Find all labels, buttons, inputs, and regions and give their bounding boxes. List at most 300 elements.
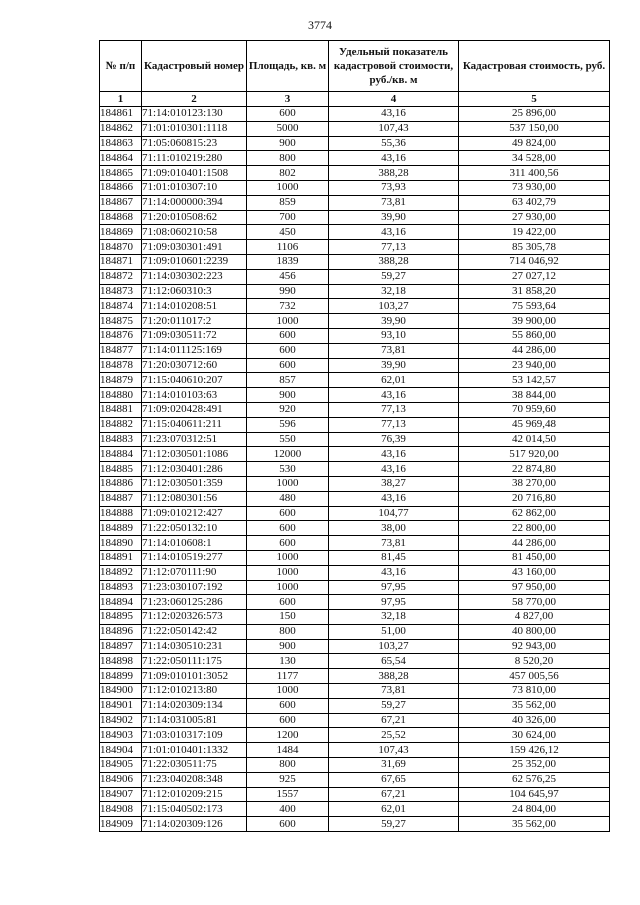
area-cell: 859 bbox=[247, 195, 329, 210]
table-row bbox=[100, 180, 610, 195]
cadastral-cost-cell: 517 920,00 bbox=[459, 447, 610, 462]
area-cell: 1000 bbox=[247, 580, 329, 595]
row-number-cell: 184895 bbox=[100, 610, 142, 625]
area-cell: 800 bbox=[247, 151, 329, 166]
area-cell: 600 bbox=[247, 358, 329, 373]
area-cell: 1106 bbox=[247, 240, 329, 255]
cadastral-cost-cell: 4 827,00 bbox=[459, 610, 610, 625]
area-cell: 900 bbox=[247, 136, 329, 151]
cadastral-number-cell: 71:14:031005:81 bbox=[142, 713, 247, 728]
area-cell: 857 bbox=[247, 373, 329, 388]
cadastral-cost-cell: 35 562,00 bbox=[459, 698, 610, 713]
area-cell: 1000 bbox=[247, 550, 329, 565]
specific-value-cell: 39,90 bbox=[329, 314, 459, 329]
cadastral-cost-cell: 35 562,00 bbox=[459, 817, 610, 832]
cadastral-number-cell: 71:22:030511:75 bbox=[142, 758, 247, 773]
area-cell: 600 bbox=[247, 698, 329, 713]
specific-value-cell: 104,77 bbox=[329, 506, 459, 521]
specific-value-cell: 43,16 bbox=[329, 225, 459, 240]
cadastral-number-cell: 71:03:010317:109 bbox=[142, 728, 247, 743]
area-cell: 150 bbox=[247, 610, 329, 625]
area-cell: 900 bbox=[247, 388, 329, 403]
area-cell: 12000 bbox=[247, 447, 329, 462]
table-row bbox=[100, 624, 610, 639]
table-row bbox=[100, 166, 610, 181]
cadastral-number-cell: 71:09:030301:491 bbox=[142, 240, 247, 255]
cadastral-number-cell: 71:14:020309:126 bbox=[142, 817, 247, 832]
specific-value-cell: 59,27 bbox=[329, 817, 459, 832]
specific-value-cell: 67,65 bbox=[329, 772, 459, 787]
cadastral-cost-cell: 42 014,50 bbox=[459, 432, 610, 447]
cadastral-cost-cell: 45 969,48 bbox=[459, 417, 610, 432]
row-number-cell: 184862 bbox=[100, 121, 142, 136]
table-row bbox=[100, 358, 610, 373]
cadastral-number-cell: 71:23:060125:286 bbox=[142, 595, 247, 610]
table-row bbox=[100, 580, 610, 595]
table-row bbox=[100, 669, 610, 684]
area-cell: 600 bbox=[247, 506, 329, 521]
table-row bbox=[100, 565, 610, 580]
row-number-cell: 184870 bbox=[100, 240, 142, 255]
area-cell: 450 bbox=[247, 225, 329, 240]
cadastral-number-cell: 71:12:020326:573 bbox=[142, 610, 247, 625]
row-number-cell: 184901 bbox=[100, 698, 142, 713]
cadastral-cost-cell: 22 800,00 bbox=[459, 521, 610, 536]
specific-value-cell: 73,93 bbox=[329, 180, 459, 195]
area-cell: 400 bbox=[247, 802, 329, 817]
table-row bbox=[100, 343, 610, 358]
cadastral-number-cell: 71:14:010208:51 bbox=[142, 299, 247, 314]
row-number-cell: 184900 bbox=[100, 684, 142, 699]
specific-value-cell: 103,27 bbox=[329, 639, 459, 654]
cadastral-number-cell: 71:09:020428:491 bbox=[142, 402, 247, 417]
row-number-cell: 184877 bbox=[100, 343, 142, 358]
column-number: 4 bbox=[329, 92, 459, 107]
column-number: 2 bbox=[142, 92, 247, 107]
row-number-cell: 184868 bbox=[100, 210, 142, 225]
cadastral-number-cell: 71:22:050132:10 bbox=[142, 521, 247, 536]
specific-value-cell: 388,28 bbox=[329, 254, 459, 269]
row-number-cell: 184866 bbox=[100, 180, 142, 195]
cadastral-cost-cell: 43 160,00 bbox=[459, 565, 610, 580]
table-row bbox=[100, 462, 610, 477]
cadastral-cost-cell: 92 943,00 bbox=[459, 639, 610, 654]
specific-value-cell: 43,16 bbox=[329, 388, 459, 403]
table-row bbox=[100, 299, 610, 314]
row-number-cell: 184885 bbox=[100, 462, 142, 477]
specific-value-cell: 32,18 bbox=[329, 610, 459, 625]
cadastral-number-cell: 71:20:010508:62 bbox=[142, 210, 247, 225]
cadastral-number-cell: 71:01:010307:10 bbox=[142, 180, 247, 195]
cadastral-cost-cell: 22 874,80 bbox=[459, 462, 610, 477]
cadastral-cost-cell: 85 305,78 bbox=[459, 240, 610, 255]
specific-value-cell: 38,00 bbox=[329, 521, 459, 536]
column-number: 1 bbox=[100, 92, 142, 107]
cadastral-cost-cell: 23 940,00 bbox=[459, 358, 610, 373]
area-cell: 600 bbox=[247, 595, 329, 610]
specific-value-cell: 43,16 bbox=[329, 565, 459, 580]
row-number-cell: 184876 bbox=[100, 328, 142, 343]
specific-value-cell: 73,81 bbox=[329, 536, 459, 551]
table-row bbox=[100, 432, 610, 447]
cadastral-number-cell: 71:12:070111:90 bbox=[142, 565, 247, 580]
area-cell: 1839 bbox=[247, 254, 329, 269]
specific-value-cell: 43,16 bbox=[329, 107, 459, 122]
area-cell: 925 bbox=[247, 772, 329, 787]
header-cadastral-cost: Кадастровая стоимость, руб. bbox=[459, 41, 610, 92]
cadastral-cost-cell: 40 326,00 bbox=[459, 713, 610, 728]
cadastral-cost-cell: 73 930,00 bbox=[459, 180, 610, 195]
specific-value-cell: 67,21 bbox=[329, 713, 459, 728]
row-number-cell: 184871 bbox=[100, 254, 142, 269]
row-number-cell: 184893 bbox=[100, 580, 142, 595]
area-cell: 802 bbox=[247, 166, 329, 181]
specific-value-cell: 67,21 bbox=[329, 787, 459, 802]
row-number-cell: 184891 bbox=[100, 550, 142, 565]
row-number-cell: 184889 bbox=[100, 521, 142, 536]
table-row bbox=[100, 536, 610, 551]
specific-value-cell: 93,10 bbox=[329, 328, 459, 343]
table-body bbox=[100, 107, 610, 832]
area-cell: 600 bbox=[247, 343, 329, 358]
specific-value-cell: 31,69 bbox=[329, 758, 459, 773]
column-number-row bbox=[100, 92, 610, 107]
area-cell: 456 bbox=[247, 269, 329, 284]
table-row bbox=[100, 195, 610, 210]
specific-value-cell: 62,01 bbox=[329, 373, 459, 388]
cadastral-number-cell: 71:12:030401:286 bbox=[142, 462, 247, 477]
cadastral-number-cell: 71:14:011125:169 bbox=[142, 343, 247, 358]
cadastral-number-cell: 71:15:040502:173 bbox=[142, 802, 247, 817]
cadastral-cost-cell: 25 352,00 bbox=[459, 758, 610, 773]
specific-value-cell: 43,16 bbox=[329, 491, 459, 506]
row-number-cell: 184863 bbox=[100, 136, 142, 151]
row-number-cell: 184883 bbox=[100, 432, 142, 447]
specific-value-cell: 388,28 bbox=[329, 669, 459, 684]
table-row bbox=[100, 151, 610, 166]
cadastral-number-cell: 71:09:030511:72 bbox=[142, 328, 247, 343]
area-cell: 1200 bbox=[247, 728, 329, 743]
area-cell: 600 bbox=[247, 713, 329, 728]
area-cell: 550 bbox=[247, 432, 329, 447]
cadastral-cost-cell: 81 450,00 bbox=[459, 550, 610, 565]
table-row bbox=[100, 240, 610, 255]
table-row bbox=[100, 758, 610, 773]
specific-value-cell: 62,01 bbox=[329, 802, 459, 817]
area-cell: 480 bbox=[247, 491, 329, 506]
cadastral-cost-cell: 537 150,00 bbox=[459, 121, 610, 136]
specific-value-cell: 59,27 bbox=[329, 269, 459, 284]
table-row bbox=[100, 328, 610, 343]
cadastral-cost-cell: 34 528,00 bbox=[459, 151, 610, 166]
table-row bbox=[100, 684, 610, 699]
table-row bbox=[100, 388, 610, 403]
area-cell: 1000 bbox=[247, 684, 329, 699]
row-number-cell: 184906 bbox=[100, 772, 142, 787]
cadastral-number-cell: 71:12:060310:3 bbox=[142, 284, 247, 299]
specific-value-cell: 73,81 bbox=[329, 684, 459, 699]
row-number-cell: 184887 bbox=[100, 491, 142, 506]
cadastral-number-cell: 71:14:030510:231 bbox=[142, 639, 247, 654]
cadastral-cost-cell: 27 027,12 bbox=[459, 269, 610, 284]
cadastral-number-cell: 71:14:010519:277 bbox=[142, 550, 247, 565]
cadastral-cost-cell: 63 402,79 bbox=[459, 195, 610, 210]
specific-value-cell: 97,95 bbox=[329, 595, 459, 610]
cadastral-cost-cell: 19 422,00 bbox=[459, 225, 610, 240]
cadastral-cost-cell: 70 959,60 bbox=[459, 402, 610, 417]
row-number-cell: 184867 bbox=[100, 195, 142, 210]
specific-value-cell: 103,27 bbox=[329, 299, 459, 314]
cadastral-cost-cell: 55 860,00 bbox=[459, 328, 610, 343]
cadastral-number-cell: 71:12:080301:56 bbox=[142, 491, 247, 506]
cadastral-cost-cell: 53 142,57 bbox=[459, 373, 610, 388]
header-cadastral-number: Кадастровый номер bbox=[142, 41, 247, 92]
cadastral-number-cell: 71:09:010401:1508 bbox=[142, 166, 247, 181]
cadastral-cost-cell: 20 716,80 bbox=[459, 491, 610, 506]
table-header-row bbox=[100, 41, 610, 92]
table-row bbox=[100, 373, 610, 388]
row-number-cell: 184898 bbox=[100, 654, 142, 669]
area-cell: 1557 bbox=[247, 787, 329, 802]
cadastral-number-cell: 71:20:011017:2 bbox=[142, 314, 247, 329]
cadastral-cost-cell: 30 624,00 bbox=[459, 728, 610, 743]
cadastral-number-cell: 71:23:070312:51 bbox=[142, 432, 247, 447]
area-cell: 1000 bbox=[247, 314, 329, 329]
specific-value-cell: 25,52 bbox=[329, 728, 459, 743]
specific-value-cell: 65,54 bbox=[329, 654, 459, 669]
specific-value-cell: 55,36 bbox=[329, 136, 459, 151]
table-row bbox=[100, 254, 610, 269]
cadastral-cost-cell: 104 645,97 bbox=[459, 787, 610, 802]
area-cell: 800 bbox=[247, 758, 329, 773]
specific-value-cell: 76,39 bbox=[329, 432, 459, 447]
specific-value-cell: 388,28 bbox=[329, 166, 459, 181]
specific-value-cell: 51,00 bbox=[329, 624, 459, 639]
specific-value-cell: 32,18 bbox=[329, 284, 459, 299]
area-cell: 920 bbox=[247, 402, 329, 417]
area-cell: 700 bbox=[247, 210, 329, 225]
table-row bbox=[100, 225, 610, 240]
area-cell: 5000 bbox=[247, 121, 329, 136]
cadastral-cost-cell: 49 824,00 bbox=[459, 136, 610, 151]
table-row bbox=[100, 787, 610, 802]
area-cell: 1000 bbox=[247, 565, 329, 580]
cadastral-number-cell: 71:15:040611:211 bbox=[142, 417, 247, 432]
row-number-cell: 184878 bbox=[100, 358, 142, 373]
header-row-number: № п/п bbox=[100, 41, 142, 92]
specific-value-cell: 81,45 bbox=[329, 550, 459, 565]
area-cell: 600 bbox=[247, 536, 329, 551]
table-row bbox=[100, 595, 610, 610]
area-cell: 1000 bbox=[247, 180, 329, 195]
row-number-cell: 184879 bbox=[100, 373, 142, 388]
cadastral-number-cell: 71:09:010101:3052 bbox=[142, 669, 247, 684]
row-number-cell: 184909 bbox=[100, 817, 142, 832]
row-number-cell: 184886 bbox=[100, 476, 142, 491]
cadastral-cost-cell: 73 810,00 bbox=[459, 684, 610, 699]
cadastral-number-cell: 71:22:050111:175 bbox=[142, 654, 247, 669]
specific-value-cell: 77,13 bbox=[329, 240, 459, 255]
column-number: 3 bbox=[247, 92, 329, 107]
table-row bbox=[100, 698, 610, 713]
specific-value-cell: 77,13 bbox=[329, 417, 459, 432]
cadastral-cost-cell: 62 862,00 bbox=[459, 506, 610, 521]
cadastral-cost-cell: 75 593,64 bbox=[459, 299, 610, 314]
area-cell: 600 bbox=[247, 328, 329, 343]
specific-value-cell: 59,27 bbox=[329, 698, 459, 713]
table-row bbox=[100, 314, 610, 329]
area-cell: 800 bbox=[247, 624, 329, 639]
row-number-cell: 184874 bbox=[100, 299, 142, 314]
cadastral-number-cell: 71:09:010601:2239 bbox=[142, 254, 247, 269]
cadastral-number-cell: 71:09:010212:427 bbox=[142, 506, 247, 521]
cadastral-cost-cell: 44 286,00 bbox=[459, 536, 610, 551]
cadastral-cost-cell: 27 930,00 bbox=[459, 210, 610, 225]
specific-value-cell: 38,27 bbox=[329, 476, 459, 491]
cadastral-cost-cell: 457 005,56 bbox=[459, 669, 610, 684]
specific-value-cell: 73,81 bbox=[329, 343, 459, 358]
row-number-cell: 184904 bbox=[100, 743, 142, 758]
table-row bbox=[100, 521, 610, 536]
cadastral-number-cell: 71:22:050142:42 bbox=[142, 624, 247, 639]
area-cell: 530 bbox=[247, 462, 329, 477]
specific-value-cell: 77,13 bbox=[329, 402, 459, 417]
cadastral-number-cell: 71:12:030501:359 bbox=[142, 476, 247, 491]
cadastral-cost-cell: 714 046,92 bbox=[459, 254, 610, 269]
area-cell: 990 bbox=[247, 284, 329, 299]
cadastral-cost-cell: 24 804,00 bbox=[459, 802, 610, 817]
specific-value-cell: 43,16 bbox=[329, 462, 459, 477]
row-number-cell: 184892 bbox=[100, 565, 142, 580]
header-area: Площадь, кв. м bbox=[247, 41, 329, 92]
cadastral-number-cell: 71:01:010301:1118 bbox=[142, 121, 247, 136]
table-row bbox=[100, 639, 610, 654]
table-row bbox=[100, 610, 610, 625]
cadastral-cost-cell: 311 400,56 bbox=[459, 166, 610, 181]
row-number-cell: 184890 bbox=[100, 536, 142, 551]
table-row bbox=[100, 550, 610, 565]
cadastral-cost-cell: 8 520,20 bbox=[459, 654, 610, 669]
row-number-cell: 184869 bbox=[100, 225, 142, 240]
row-number-cell: 184888 bbox=[100, 506, 142, 521]
row-number-cell: 184881 bbox=[100, 402, 142, 417]
row-number-cell: 184864 bbox=[100, 151, 142, 166]
specific-value-cell: 43,16 bbox=[329, 447, 459, 462]
cadastral-number-cell: 71:14:020309:134 bbox=[142, 698, 247, 713]
table-row bbox=[100, 210, 610, 225]
table-row bbox=[100, 713, 610, 728]
row-number-cell: 184884 bbox=[100, 447, 142, 462]
row-number-cell: 184902 bbox=[100, 713, 142, 728]
specific-value-cell: 97,95 bbox=[329, 580, 459, 595]
table-row bbox=[100, 728, 610, 743]
cadastral-number-cell: 71:08:060210:58 bbox=[142, 225, 247, 240]
cadastral-cost-cell: 38 844,00 bbox=[459, 388, 610, 403]
table-row bbox=[100, 269, 610, 284]
cadastral-cost-cell: 40 800,00 bbox=[459, 624, 610, 639]
row-number-cell: 184907 bbox=[100, 787, 142, 802]
cadastral-number-cell: 71:01:010401:1332 bbox=[142, 743, 247, 758]
cadastral-cost-cell: 62 576,25 bbox=[459, 772, 610, 787]
area-cell: 600 bbox=[247, 107, 329, 122]
cadastral-cost-cell: 97 950,00 bbox=[459, 580, 610, 595]
specific-value-cell: 39,90 bbox=[329, 358, 459, 373]
table-row bbox=[100, 417, 610, 432]
cadastral-number-cell: 71:14:000000:394 bbox=[142, 195, 247, 210]
cadastral-number-cell: 71:15:040610:207 bbox=[142, 373, 247, 388]
area-cell: 600 bbox=[247, 817, 329, 832]
specific-value-cell: 107,43 bbox=[329, 743, 459, 758]
table-row bbox=[100, 402, 610, 417]
area-cell: 596 bbox=[247, 417, 329, 432]
row-number-cell: 184894 bbox=[100, 595, 142, 610]
cadastral-number-cell: 71:11:010219:280 bbox=[142, 151, 247, 166]
table-row bbox=[100, 476, 610, 491]
row-number-cell: 184875 bbox=[100, 314, 142, 329]
table-row bbox=[100, 447, 610, 462]
cadastral-cost-cell: 31 858,20 bbox=[459, 284, 610, 299]
specific-value-cell: 107,43 bbox=[329, 121, 459, 136]
cadastral-cost-cell: 159 426,12 bbox=[459, 743, 610, 758]
cadastral-cost-cell: 58 770,00 bbox=[459, 595, 610, 610]
table-row bbox=[100, 506, 610, 521]
cadastral-number-cell: 71:12:030501:1086 bbox=[142, 447, 247, 462]
row-number-cell: 184872 bbox=[100, 269, 142, 284]
row-number-cell: 184896 bbox=[100, 624, 142, 639]
table-row bbox=[100, 491, 610, 506]
row-number-cell: 184873 bbox=[100, 284, 142, 299]
area-cell: 130 bbox=[247, 654, 329, 669]
cadastral-number-cell: 71:12:010209:215 bbox=[142, 787, 247, 802]
cadastral-cost-cell: 38 270,00 bbox=[459, 476, 610, 491]
table-row bbox=[100, 284, 610, 299]
area-cell: 900 bbox=[247, 639, 329, 654]
area-cell: 600 bbox=[247, 521, 329, 536]
table-row bbox=[100, 817, 610, 832]
cadastral-value-table bbox=[99, 40, 610, 832]
cadastral-number-cell: 71:14:030302:223 bbox=[142, 269, 247, 284]
cadastral-number-cell: 71:14:010103:63 bbox=[142, 388, 247, 403]
cadastral-number-cell: 71:12:010213:80 bbox=[142, 684, 247, 699]
cadastral-cost-cell: 44 286,00 bbox=[459, 343, 610, 358]
area-cell: 1484 bbox=[247, 743, 329, 758]
cadastral-number-cell: 71:20:030712:60 bbox=[142, 358, 247, 373]
row-number-cell: 184861 bbox=[100, 107, 142, 122]
row-number-cell: 184908 bbox=[100, 802, 142, 817]
table-row bbox=[100, 136, 610, 151]
row-number-cell: 184897 bbox=[100, 639, 142, 654]
row-number-cell: 184865 bbox=[100, 166, 142, 181]
cadastral-cost-cell: 39 900,00 bbox=[459, 314, 610, 329]
page-number: 3774 bbox=[308, 18, 332, 32]
column-number: 5 bbox=[459, 92, 610, 107]
cadastral-number-cell: 71:14:010608:1 bbox=[142, 536, 247, 551]
specific-value-cell: 39,90 bbox=[329, 210, 459, 225]
table-row bbox=[100, 654, 610, 669]
specific-value-cell: 73,81 bbox=[329, 195, 459, 210]
specific-value-cell: 43,16 bbox=[329, 151, 459, 166]
row-number-cell: 184899 bbox=[100, 669, 142, 684]
row-number-cell: 184903 bbox=[100, 728, 142, 743]
area-cell: 1000 bbox=[247, 476, 329, 491]
area-cell: 1177 bbox=[247, 669, 329, 684]
cadastral-number-cell: 71:14:010123:130 bbox=[142, 107, 247, 122]
cadastral-number-cell: 71:23:040208:348 bbox=[142, 772, 247, 787]
table-row bbox=[100, 121, 610, 136]
row-number-cell: 184882 bbox=[100, 417, 142, 432]
row-number-cell: 184905 bbox=[100, 758, 142, 773]
table-row bbox=[100, 743, 610, 758]
